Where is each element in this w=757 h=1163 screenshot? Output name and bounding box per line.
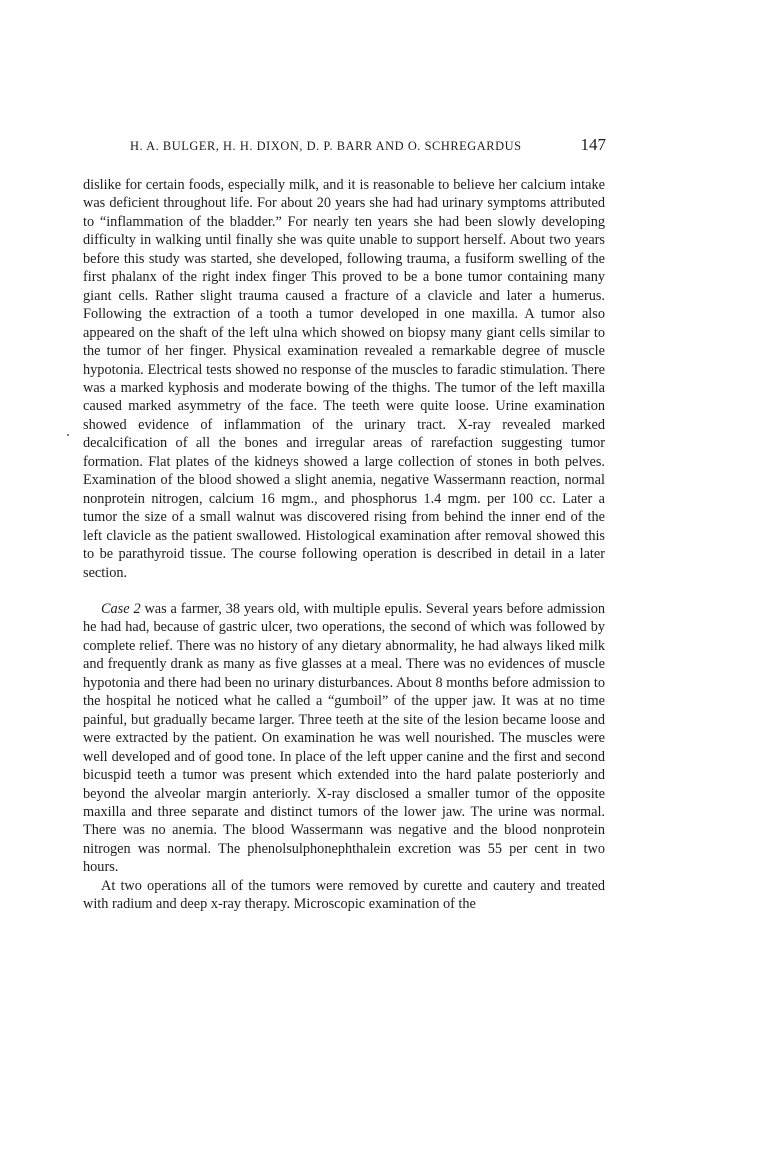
margin-mark [67,434,69,436]
case-2-label: Case 2 [101,600,141,617]
case-2-text: was a farmer, 38 years old, with multiple epulis. Several years before admission he had had, because of gastric ulcer, two operations, the second of which was followed by complete relief. There was no history of any dietary abnormality, he had always liked milk and frequently drank as many as five glasses at a meal. There was no evidences of muscle hypotonia and there had been no urinary disturbances. About 8 months before admission to the hospital he noticed what he called a “gumboil” of the upper jaw. It was at no time painful, but gradually became larger. Three teeth at the site of the lesion became loose and were extracted by the patient. On examination he was well nourished. The muscles were well developed and of good tone. In place of the left upper canine and the first and second bicuspid teeth a tumor was present which extended into the hard palate posteriorly and beyond the alveolar margin anteriorly. X-ray disclosed a smaller tumor of the opposite maxilla and three separate and distinct tumors of the lower jaw. The urine was normal. There was no anemia. The blood Wassermann was negative and the blood nonprotein nitrogen was normal. The phenolsulphonephthalein excretion was 55 per cent in two hours. [83,600,605,876]
running-head-authors: H. A. BULGER, H. H. DIXON, D. P. BARR AND O. SCHREGARDUS [130,139,522,153]
body-text [83,176,605,914]
running-head [130,135,606,159]
page-number: 147 [580,135,606,154]
paragraph-case-2 [83,600,605,877]
paragraph-case-1-continued: dislike for certain foods, especially milk, and it is reasonable to believe her calcium intake was deficient throughout life. For about 20 years she had had urinary symptoms attributed to “inflammation of the bladder.” For nearly ten years she had been slowly developing difficulty in walking until finally she was quite unable to support herself. About two years before this study was started, she developed, following trauma, a fusiform swelling of the first phalanx of the right index finger This proved to be a bone tumor containing many giant cells. Rather slight trauma caused a fracture of a clavicle and later a humerus. Following the extraction of a tooth a tumor developed in one maxilla. A tumor also appeared on the shaft of the left ulna which showed on biopsy many giant cells similar to the tumor of her finger. Physical examination revealed a remarkable degree of muscle hypotonia. Electrical tests showed no response of the muscles to faradic stimulation. There was a marked kyphosis and moderate bowing of the thighs. The tumor of the left maxilla caused marked asymmetry of the face. The teeth were quite loose. Urine examination showed evidence of inflammation of the urinary tract. X-ray revealed marked decalcification of all the bones and irregular areas of rarefaction suggesting tumor formation. Flat plates of the kidneys showed a large collection of stones in both pelves. Examination of the blood showed a slight anemia, negative Wassermann reaction, normal nonprotein nitrogen, calcium 16 mgm., and phosphorus 1.4 mgm. per 100 cc. Later a tumor the size of a small walnut was discovered rising from behind the inner end of the left clavicle as the patient swallowed. Histological examination after removal showed this to be parathyroid tissue. The course following operation is described in detail in a later section. [83,177,605,581]
paragraph-operations: At two operations all of the tumors were removed by curette and cautery and treated with radium and deep x-ray therapy. Microscopic examination of the [83,877,605,913]
